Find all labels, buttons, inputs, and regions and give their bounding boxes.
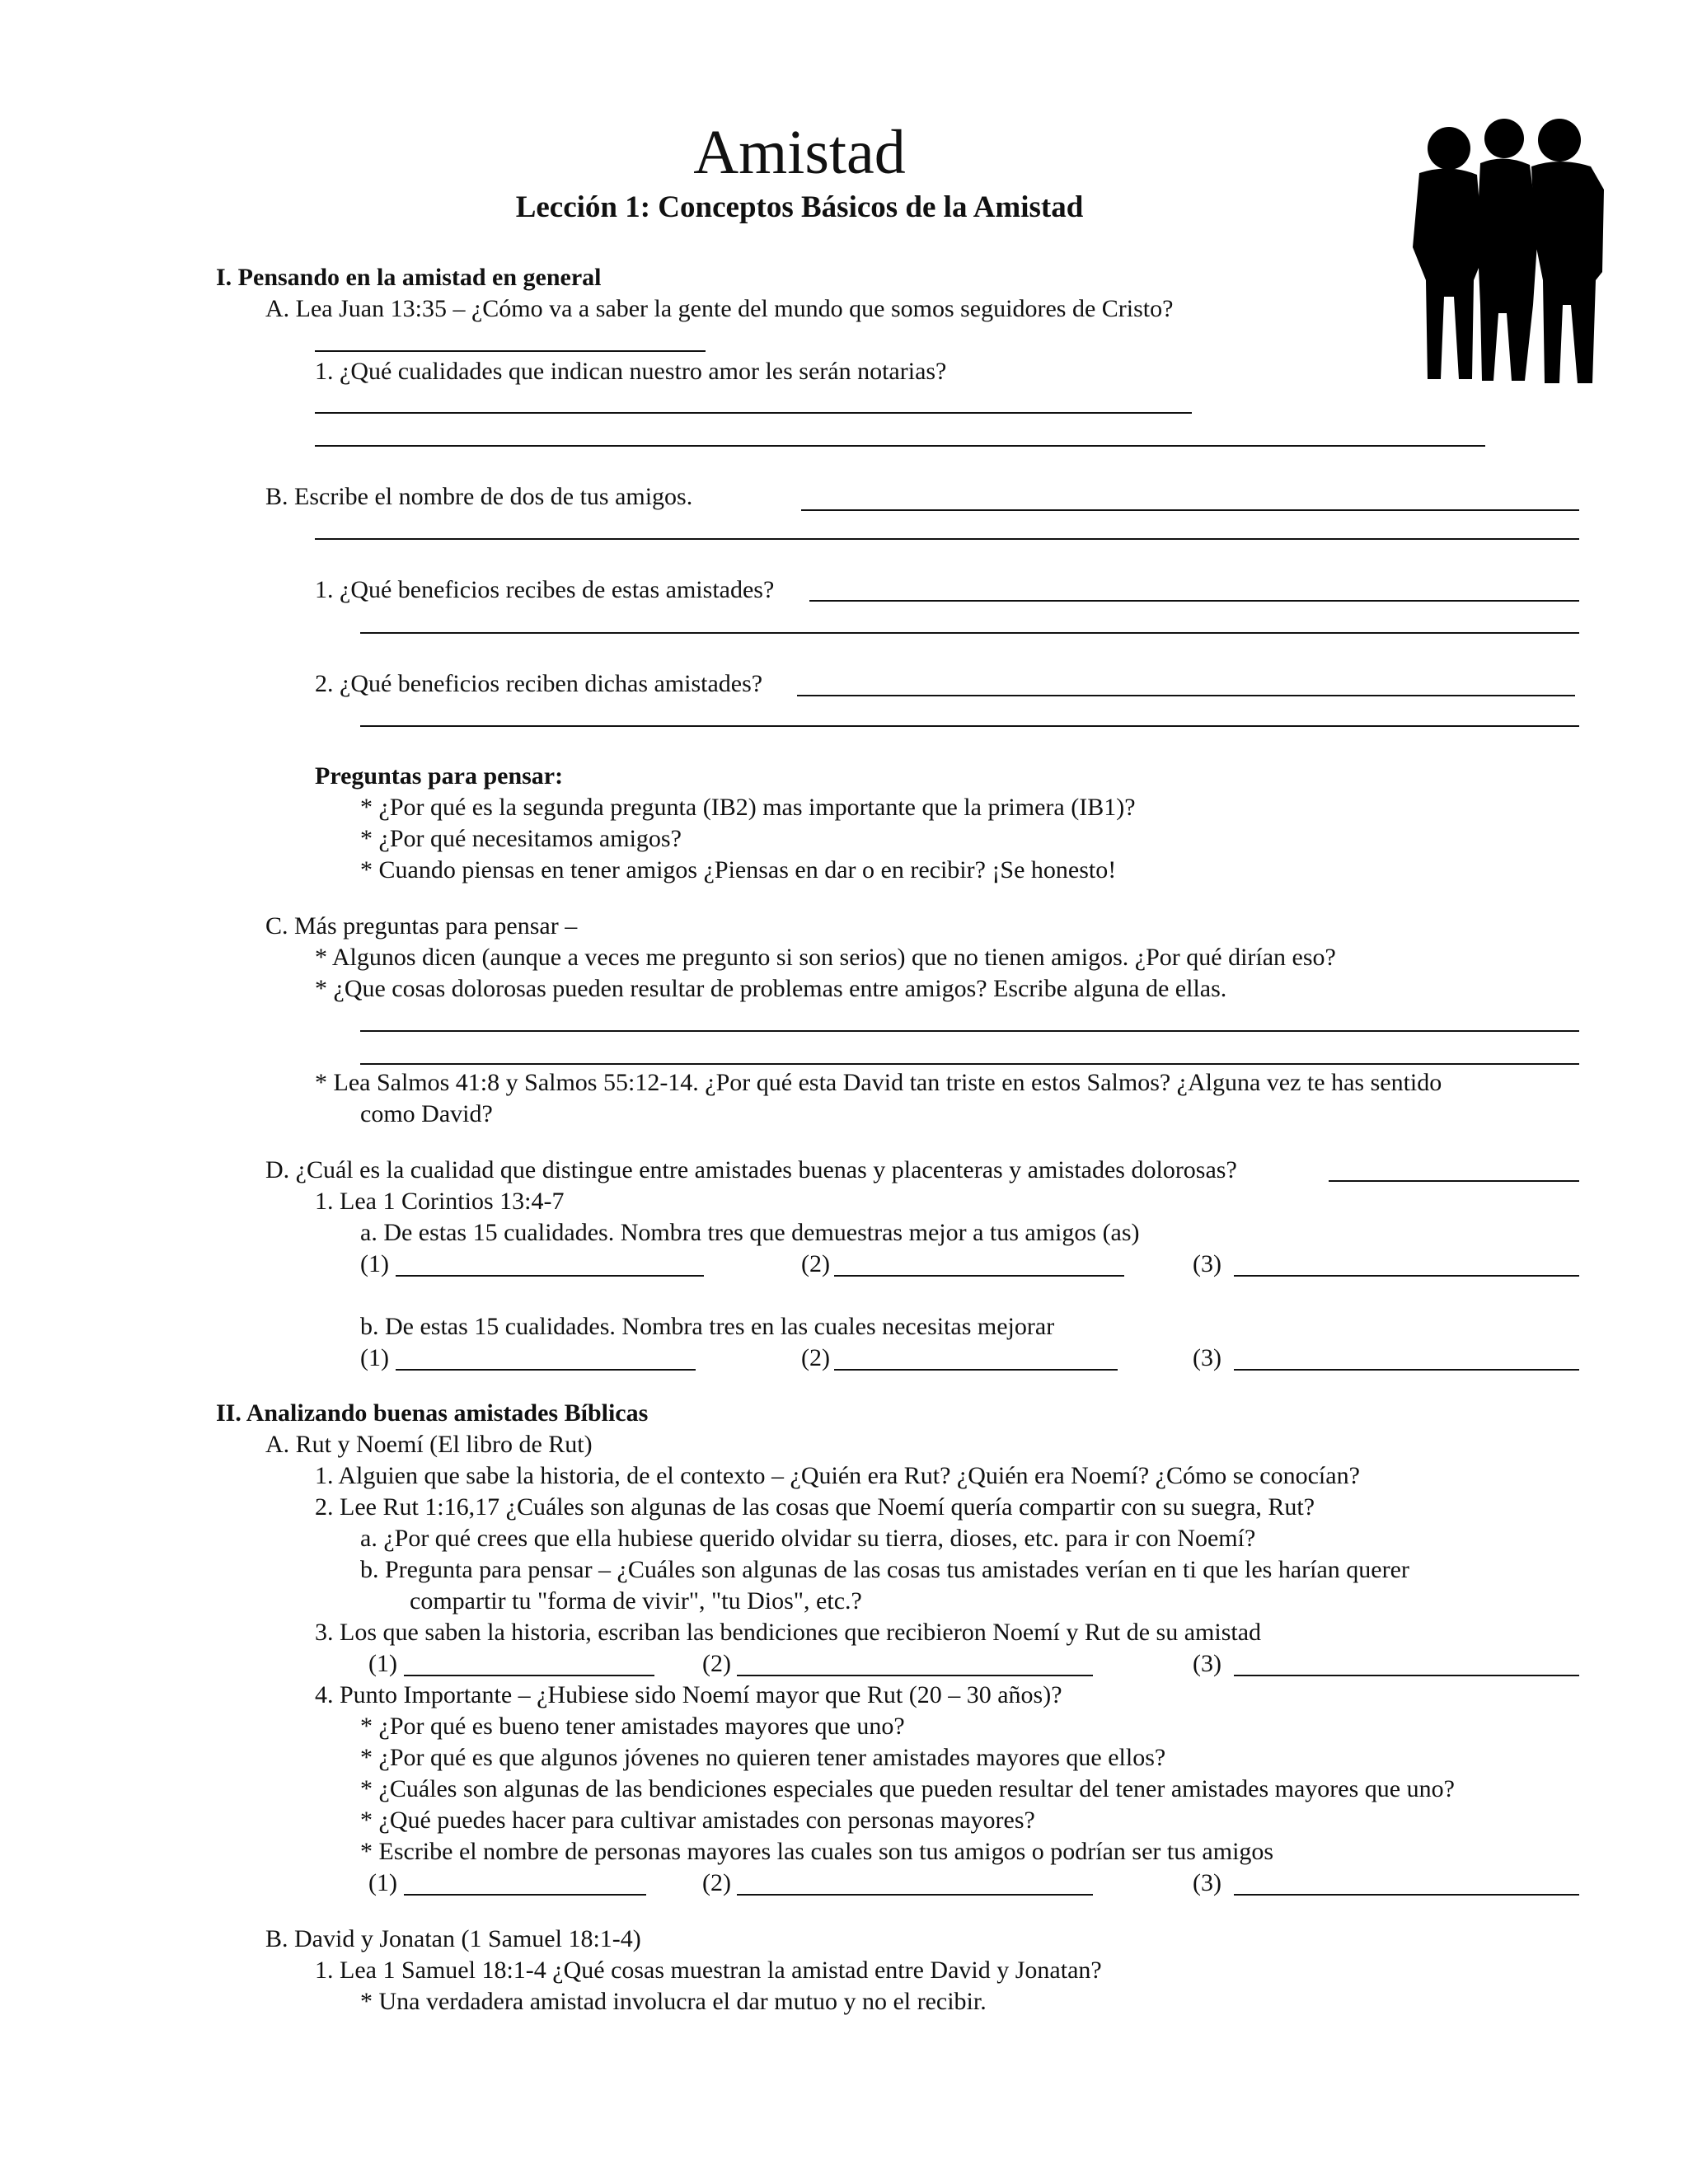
answer-line[interactable] — [315, 445, 1485, 447]
friend-names-line[interactable] — [801, 509, 1579, 511]
question-2a-2: 2. Lee Rut 1:16,17 ¿Cuáles son algunas de las cosas que Noemí quería compartir con su suegra, Rut? — [315, 1493, 1315, 1521]
blank-label-3: (3) — [1193, 1250, 1221, 1277]
answer-line[interactable] — [834, 1275, 1124, 1277]
think-question: * ¿Por qué es la segunda pregunta (IB2) mas importante que la primera (IB1)? — [360, 794, 1136, 821]
answer-line[interactable] — [1329, 1180, 1579, 1182]
think-question: * ¿Por qué necesitamos amigos? — [360, 825, 682, 852]
answer-line[interactable] — [360, 1030, 1579, 1032]
question-1c: C. Más preguntas para pensar – — [265, 912, 578, 940]
answer-line[interactable] — [404, 1675, 654, 1676]
question-1b-2: 2. ¿Qué beneficios reciben dichas amistades? — [315, 670, 763, 697]
question-2a: A. Rut y Noemí (El libro de Rut) — [265, 1431, 593, 1458]
think-question: * Cuando piensas en tener amigos ¿Piensas en dar o en recibir? ¡Se honesto! — [360, 856, 1117, 883]
answer-line[interactable] — [834, 1369, 1118, 1371]
answer-line[interactable] — [809, 600, 1579, 602]
page-title: Amistad — [693, 118, 906, 187]
answer-line[interactable] — [396, 1369, 696, 1371]
blank-label-2: (2) — [801, 1250, 830, 1277]
answer-line[interactable] — [315, 538, 1579, 540]
blank-label-3: (3) — [1193, 1869, 1221, 1896]
think-question: * ¿Cuáles son algunas de las bendiciones especiales que pueden resultar del tener amistades mayores que uno? — [360, 1775, 1455, 1802]
think-question: * Escribe el nombre de personas mayores las cuales son tus amigos o podrían ser tus amigos — [360, 1838, 1274, 1865]
blank-label-3: (3) — [1193, 1650, 1221, 1677]
think-question: * ¿Por qué es que algunos jóvenes no quieren tener amistades mayores que ellos? — [360, 1744, 1166, 1771]
answer-line[interactable] — [315, 412, 1192, 414]
blank-label-2: (2) — [702, 1869, 731, 1896]
blank-label-2: (2) — [702, 1650, 731, 1677]
question-1d-1b: b. De estas 15 cualidades. Nombra tres en las cuales necesitas mejorar — [360, 1313, 1055, 1340]
section-2-heading: II. Analizando buenas amistades Bíblicas — [216, 1399, 649, 1427]
think-question-salmos-cont: como David? — [360, 1100, 493, 1127]
blank-label-1: (1) — [368, 1869, 397, 1896]
section-1-heading: I. Pensando en la amistad en general — [216, 264, 602, 291]
question-1d-1a: a. De estas 15 cualidades. Nombra tres que demuestras mejor a tus amigos (as) — [360, 1219, 1140, 1246]
think-question: * ¿Que cosas dolorosas pueden resultar de problemas entre amigos? Escribe alguna de ellas. — [315, 975, 1227, 1002]
blank-label-3: (3) — [1193, 1344, 1221, 1371]
question-2a-2a: a. ¿Por qué crees que ella hubiese querido olvidar su tierra, dioses, etc. para ir con Noemí? — [360, 1525, 1256, 1552]
question-2a-3: 3. Los que saben la historia, escriban las bendiciones que recibieron Noemí y Rut de su amistad — [315, 1619, 1262, 1646]
question-2a-1: 1. Alguien que sabe la historia, de el contexto – ¿Quién era Rut? ¿Quién era Noemí? ¿Cómo se conocían? — [315, 1462, 1360, 1489]
question-1d: D. ¿Cuál es la cualidad que distingue entre amistades buenas y placenteras y amistades dolorosas? — [265, 1156, 1237, 1183]
blank-label-1: (1) — [368, 1650, 397, 1677]
answer-line[interactable] — [797, 695, 1575, 696]
question-2a-4: 4. Punto Importante – ¿Hubiese sido Noemí mayor que Rut (20 – 30 años)? — [315, 1681, 1062, 1708]
question-1b: B. Escribe el nombre de dos de tus amigos. — [265, 483, 693, 510]
three-people-silhouette-icon — [1401, 115, 1607, 387]
question-2b-1-note: * Una verdadera amistad involucra el dar mutuo y no el recibir. — [360, 1988, 987, 2015]
question-2b: B. David y Jonatan (1 Samuel 18:1-4) — [265, 1925, 641, 1952]
think-question: * ¿Por qué es bueno tener amistades mayores que uno? — [360, 1713, 905, 1740]
answer-line[interactable] — [360, 632, 1579, 634]
lesson-subtitle: Lección 1: Conceptos Básicos de la Amistad — [515, 190, 1084, 224]
answer-line[interactable] — [360, 725, 1579, 727]
answer-line[interactable] — [737, 1675, 1093, 1676]
answer-line[interactable] — [360, 1063, 1579, 1065]
question-2a-2b: b. Pregunta para pensar – ¿Cuáles son algunas de las cosas tus amistades verían en ti que les harían querer — [360, 1556, 1409, 1583]
question-2a-2b-cont: compartir tu "forma de vivir", "tu Dios", etc.? — [410, 1587, 862, 1615]
blank-label-1: (1) — [360, 1250, 389, 1277]
question-2b-1: 1. Lea 1 Samuel 18:1-4 ¿Qué cosas muestran la amistad entre David y Jonatan? — [315, 1957, 1102, 1984]
question-1a-1: 1. ¿Qué cualidades que indican nuestro amor les serán notarias? — [315, 358, 947, 385]
question-1b-1: 1. ¿Qué beneficios recibes de estas amistades? — [315, 576, 775, 603]
answer-line[interactable] — [1234, 1675, 1579, 1676]
think-question: * ¿Qué puedes hacer para cultivar amistades con personas mayores? — [360, 1807, 1035, 1834]
think-question: * Algunos dicen (aunque a veces me pregunto si son serios) que no tienen amigos. ¿Por qué dirían eso? — [315, 944, 1336, 971]
answer-line[interactable] — [1234, 1894, 1579, 1896]
answer-line[interactable] — [315, 350, 706, 352]
blank-label-2: (2) — [801, 1344, 830, 1371]
answer-line[interactable] — [396, 1275, 704, 1277]
answer-line[interactable] — [1234, 1275, 1579, 1277]
think-questions-heading: Preguntas para pensar: — [315, 762, 564, 790]
blank-label-1: (1) — [360, 1344, 389, 1371]
answer-line[interactable] — [404, 1894, 646, 1896]
answer-line[interactable] — [737, 1894, 1093, 1896]
answer-line[interactable] — [1234, 1369, 1579, 1371]
question-1a: A. Lea Juan 13:35 – ¿Cómo va a saber la gente del mundo que somos seguidores de Cristo? — [265, 295, 1174, 322]
question-1d-1: 1. Lea 1 Corintios 13:4-7 — [315, 1188, 565, 1215]
think-question-salmos: * Lea Salmos 41:8 y Salmos 55:12-14. ¿Por qué esta David tan triste en estos Salmos? ¿Alguna vez te has sentido — [315, 1069, 1442, 1096]
